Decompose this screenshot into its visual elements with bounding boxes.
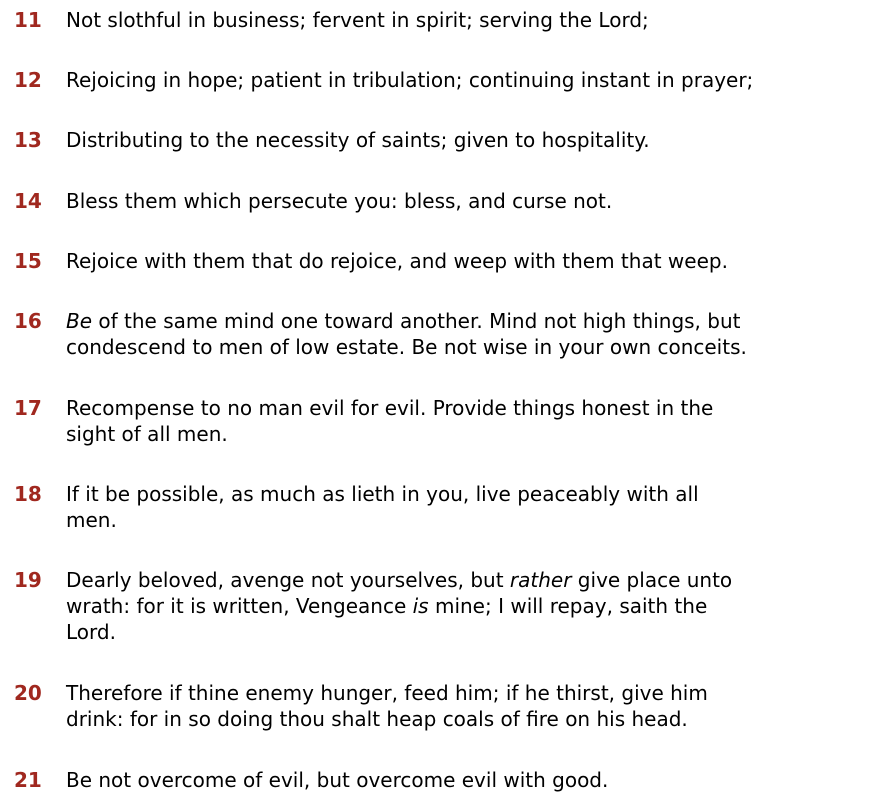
verse-number: 13 [14, 128, 42, 152]
verse-text [66, 67, 856, 93]
verse-line: Bless them which persecute you: bless, and curse not. [66, 189, 613, 213]
verse-line: Lord. [66, 620, 116, 644]
verse-text [66, 567, 856, 645]
verse-text [66, 481, 856, 533]
verse-line: condescend to men of low estate. Be not wise in your own conceits. [66, 335, 747, 359]
verse-17 [0, 395, 871, 447]
verse-line: Therefore if thine enemy hunger, feed him; if he thirst, give him [66, 681, 708, 705]
verse-line [66, 593, 856, 619]
verse-21 [0, 767, 871, 793]
verse-11 [0, 7, 871, 33]
verse-number: 11 [14, 8, 42, 32]
verse-line [66, 567, 856, 593]
italic-word: rather [509, 568, 572, 592]
verse-number: 21 [14, 768, 42, 792]
verse-13 [0, 127, 871, 153]
verse-number: 18 [14, 482, 42, 506]
verse-number: 17 [14, 396, 42, 420]
verse-line-rest: of the same mind one toward another. Mind not high things, but [98, 309, 741, 333]
verse-text [66, 767, 856, 793]
verse-line: drink: for in so doing thou shalt heap coals of fire on his head. [66, 707, 688, 731]
verse-line: Not slothful in business; fervent in spirit; serving the Lord; [66, 8, 649, 32]
verse-number: 20 [14, 681, 42, 705]
verse-line: If it be possible, as much as lieth in you, live peaceably with all [66, 482, 699, 506]
verse-line: Be not overcome of evil, but overcome evil with good. [66, 768, 609, 792]
verse-line: Rejoicing in hope; patient in tribulation; continuing instant in prayer; [66, 68, 754, 92]
text-segment: Dearly beloved, avenge not yourselves, but [66, 568, 510, 592]
verse-line [66, 308, 856, 334]
text-segment: wrath: for it is written, Vengeance [66, 594, 413, 618]
verse-number: 15 [14, 249, 42, 273]
verse-number: 12 [14, 68, 42, 92]
text-segment: mine; I will repay, saith the [428, 594, 708, 618]
verse-line: Distributing to the necessity of saints; given to hospitality. [66, 128, 650, 152]
verse-text [66, 395, 856, 447]
verse-number: 19 [14, 568, 42, 592]
verse-15 [0, 248, 871, 274]
verse-text [66, 127, 856, 153]
verse-19 [0, 567, 871, 645]
verse-18 [0, 481, 871, 533]
verse-number: 14 [14, 189, 42, 213]
italic-word: Be [66, 309, 93, 333]
verse-line: men. [66, 508, 117, 532]
verse-16 [0, 308, 871, 360]
verse-text [66, 248, 856, 274]
verse-14 [0, 188, 871, 214]
verse-text [66, 680, 856, 732]
text-segment: give place unto [571, 568, 733, 592]
verse-line: sight of all men. [66, 422, 228, 446]
verse-20 [0, 680, 871, 732]
verse-text [66, 308, 856, 360]
verse-text [66, 7, 856, 33]
italic-word: is [412, 594, 429, 618]
verse-line: Rejoice with them that do rejoice, and weep with them that weep. [66, 249, 728, 273]
verse-text [66, 188, 856, 214]
verse-12 [0, 67, 871, 93]
verse-line: Recompense to no man evil for evil. Provide things honest in the [66, 396, 714, 420]
verse-number: 16 [14, 309, 42, 333]
